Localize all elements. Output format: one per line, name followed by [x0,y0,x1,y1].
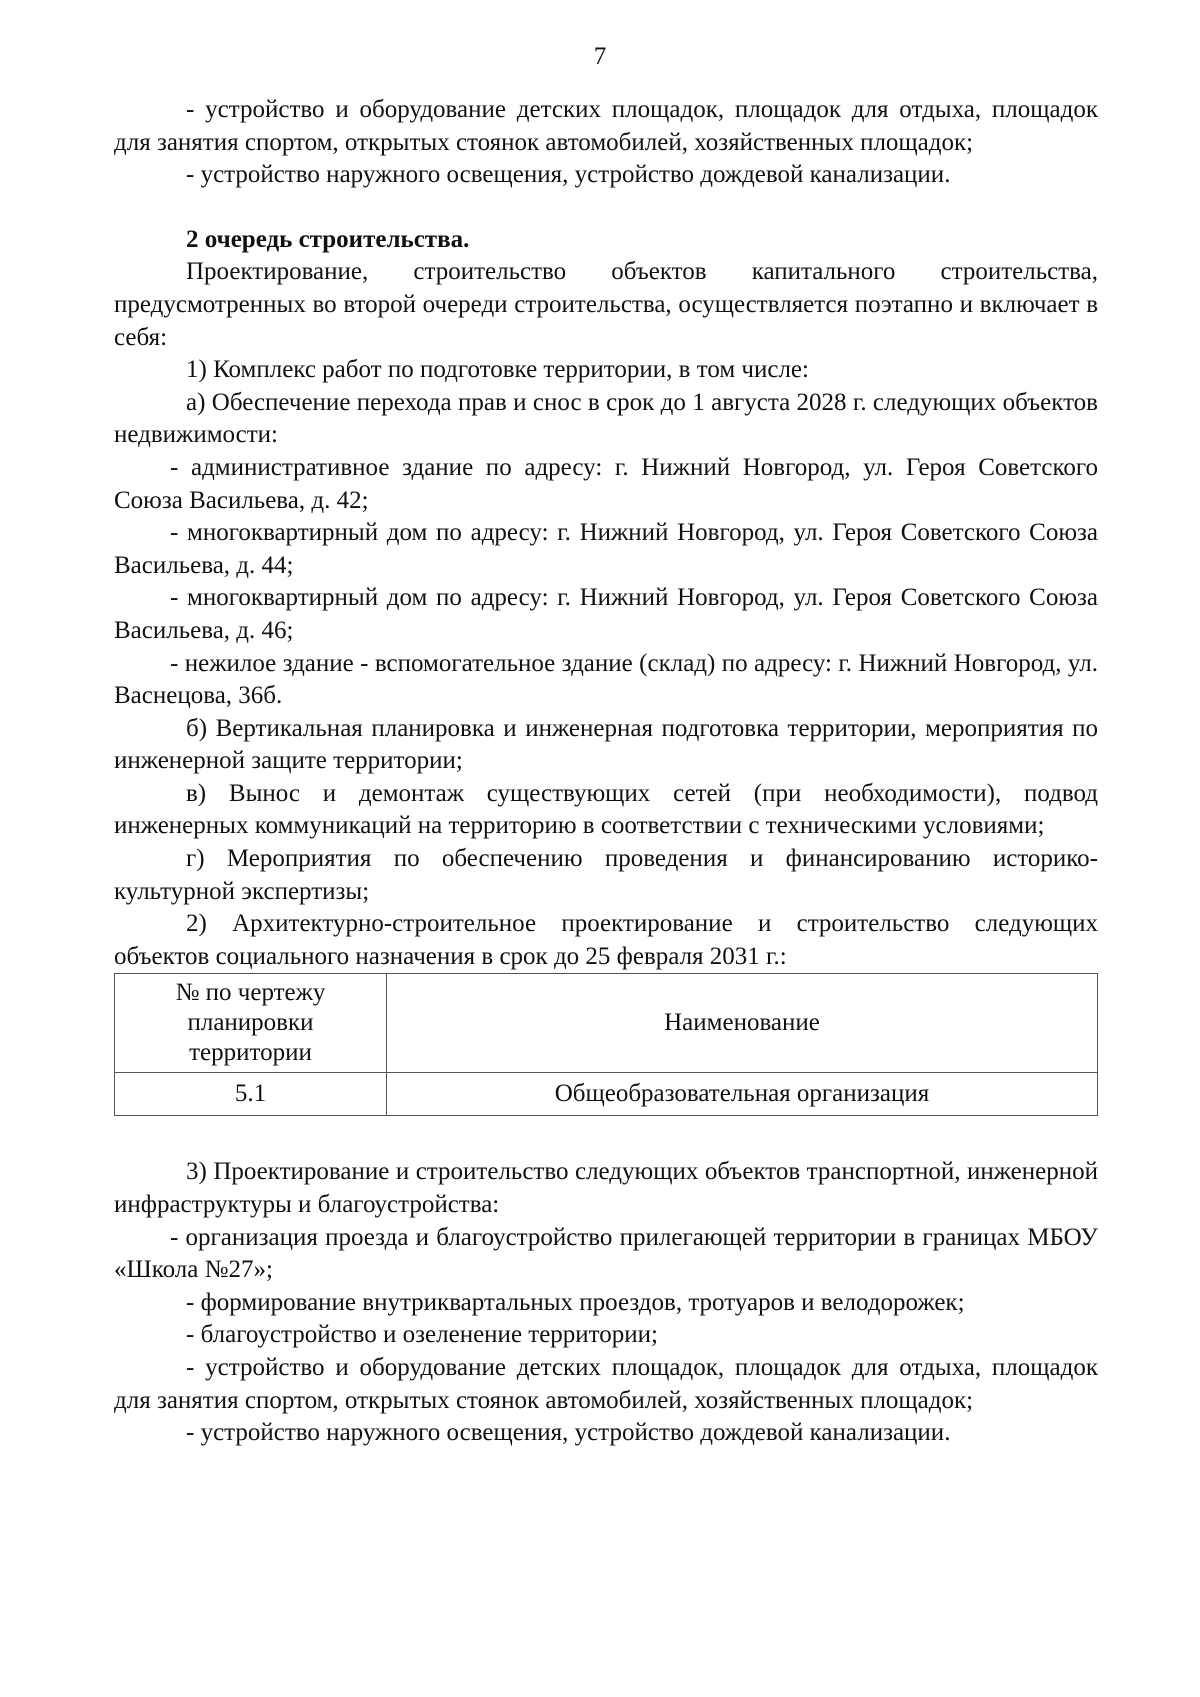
paragraph: - многоквартирный дом по адресу: г. Нижний Новгород, ул. Героя Советского Союза Васильева, д. 44; [114,519,1098,579]
table-header-row [115,974,1098,1073]
table-row [115,1073,1098,1116]
paragraph: - многоквартирный дом по адресу: г. Нижний Новгород, ул. Героя Советского Союза Васильева, д. 46; [114,584,1098,644]
paragraph: 3) Проектирование и строительство следующих объектов транспортной, инженерной инфраструктуры и благоустройства: [114,1158,1098,1219]
paragraph: - устройство и оборудование детских площадок, площадок для отдыха, площадок для занятия спортом, открытых стоянок автомобилей, хозяйственных площадок; [114,1354,1098,1414]
paragraph: - нежилое здание - вспомогательное здание (склад) по адресу: г. Нижний Новгород, ул. Васнецова, 36б. [114,649,1098,710]
paragraph: - благоустройство и озеленение территории; [186,1321,658,1349]
paragraph: 1) Комплекс работ по подготовке территории, в том числе: [186,356,809,384]
paragraph: 2) Архитектурно-строительное проектирование и строительство следующих объектов социального назначения в срок до 25 февраля 2031 г.: [114,910,1098,970]
paragraph: а) Обеспечение перехода прав и снос в срок до 1 августа 2028 г. следующих объектов недвижимости: [114,388,1098,449]
paragraph: б) Вертикальная планировка и инженерная подготовка территории, мероприятия по инженерной защите территории; [114,714,1098,775]
paragraph: - формирование внутриквартальных проездов, тротуаров и велодорожек; [186,1288,965,1316]
document-body [114,94,1098,1450]
paragraph: г) Мероприятия по обеспечению проведения и финансированию историко-культурной экспертизы; [114,845,1098,905]
table-cell-number: 5.1 [115,1073,387,1116]
paragraph: - административное здание по адресу: г. Нижний Новгород, ул. Героя Советского Союза Васильева, д. 42; [114,453,1098,514]
table-cell-name: Общеобразовательная организация [387,1073,1098,1116]
paragraph: в) Вынос и демонтаж существующих сетей (при необходимости), подвод инженерных коммуникаций на территорию в соответствии с техническими условиями; [114,779,1098,840]
table-header-number: № по чертежу планировки территории [115,974,387,1073]
paragraph: - организация проезда и благоустройство прилегающей территории в границах МБОУ «Школа №27»; [114,1223,1098,1284]
blank-line [114,192,1098,224]
table-header-name: Наименование [387,974,1098,1073]
section-heading: 2 очередь строительства. [186,225,470,253]
blank-line [114,1116,1098,1156]
paragraph: - устройство и оборудование детских площадок, площадок для отдыха, площадок для занятия спортом, открытых стоянок автомобилей, хозяйственных площадок; [114,96,1098,156]
paragraph: Проектирование, строительство объектов капитального строительства, предусмотренных во второй очереди строительства, осуществляется поэтапно и включает в себя: [114,258,1098,351]
paragraph: - устройство наружного освещения, устройство дождевой канализации. [186,161,951,189]
objects-table [114,973,1098,1116]
paragraph: - устройство наружного освещения, устройство дождевой канализации. [186,1419,951,1447]
page-number: 7 [593,43,607,70]
